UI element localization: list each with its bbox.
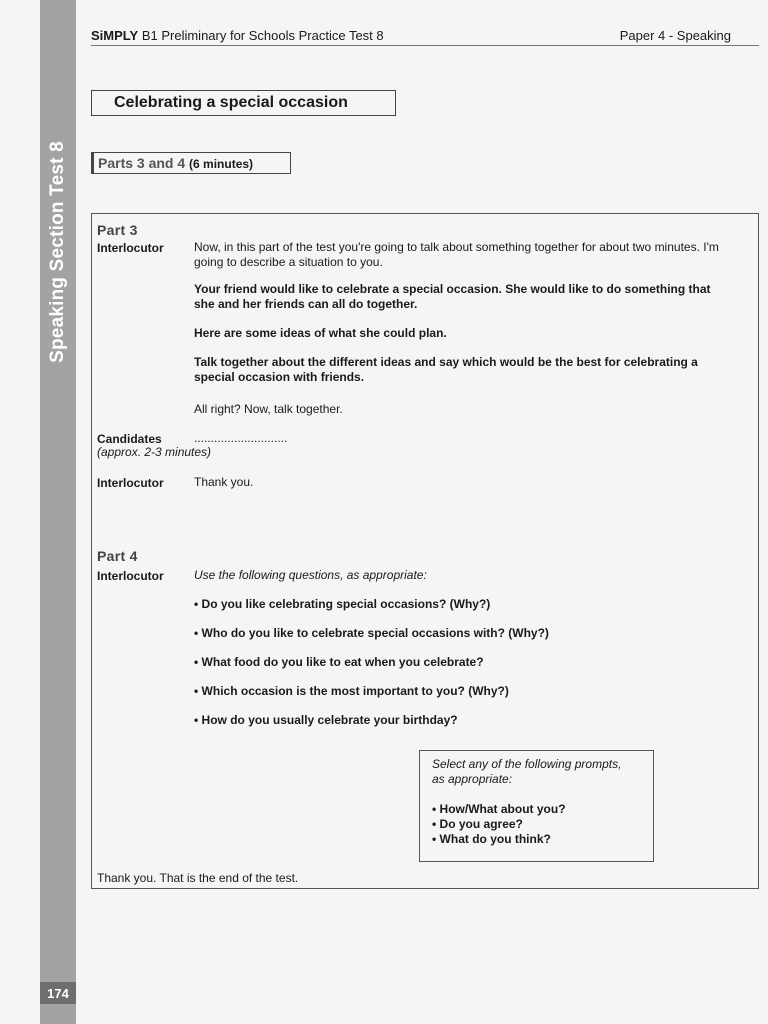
question-item: • Who do you like to celebrate special occasions with? (Why?) bbox=[194, 626, 549, 640]
part4-interlocutor-label: Interlocutor bbox=[97, 569, 164, 583]
part4-intro: Use the following questions, as appropriate: bbox=[194, 568, 427, 582]
prompt-item: • How/What about you? bbox=[432, 802, 566, 816]
running-header bbox=[91, 28, 731, 44]
part3-interlocutor-label-2: Interlocutor bbox=[97, 476, 164, 490]
prompts-intro-2: as appropriate: bbox=[432, 772, 513, 786]
prompt-item: • What do you think? bbox=[432, 832, 551, 846]
question-item: • What food do you like to eat when you celebrate? bbox=[194, 655, 484, 669]
candidates-dots: ............................ bbox=[194, 431, 288, 445]
part3-situation: Your friend would like to celebrate a special occasion. She would like to do something that she and her friends can all do together. bbox=[194, 282, 711, 311]
part3-interlocutor-label: Interlocutor bbox=[97, 241, 164, 255]
question-item: • Which occasion is the most important to you? (Why?) bbox=[194, 684, 509, 698]
header-divider bbox=[91, 45, 759, 46]
page-number: 174 bbox=[40, 982, 76, 1004]
candidates-label: Candidates bbox=[97, 432, 162, 446]
header-left bbox=[91, 28, 384, 43]
task-title: Celebrating a special occasion bbox=[91, 90, 396, 116]
part3-ideas: Here are some ideas of what she could plan. bbox=[194, 326, 447, 340]
part4-heading: Part 4 bbox=[97, 548, 138, 564]
part3-intro: Now, in this part of the test you're going to talk about something together for about two minutes. I'm going to describe a situation to you. bbox=[194, 240, 719, 269]
prompts-box bbox=[419, 750, 654, 862]
script-box bbox=[91, 213, 759, 889]
part3-thanks: Thank you. bbox=[194, 475, 254, 489]
prompts-intro: Select any of the following prompts, bbox=[432, 757, 622, 771]
header-section: Paper 4 - Speaking bbox=[619, 28, 731, 43]
question-item: • Do you like celebrating special occasions? (Why?) bbox=[194, 597, 491, 611]
parts-label: Parts 3 and 4 bbox=[98, 155, 186, 171]
end-of-test: Thank you. That is the end of the test. bbox=[97, 871, 299, 885]
brand-logo: SiMPLY bbox=[91, 28, 139, 43]
prompt-item: • Do you agree? bbox=[432, 817, 523, 831]
part3-instruction: Talk together about the different ideas and say which would be the best for celebrating a special occasion with friends. bbox=[194, 355, 698, 384]
candidates-time: (approx. 2-3 minutes) bbox=[97, 445, 212, 459]
header-book-title: B1 Preliminary for Schools Practice Test 8 bbox=[141, 28, 384, 43]
parts-label-box bbox=[91, 152, 291, 174]
side-section-title: Speaking Section Test 8 bbox=[47, 141, 68, 363]
part3-heading: Part 3 bbox=[97, 222, 138, 238]
parts-time: (6 minutes) bbox=[189, 157, 254, 171]
part3-start: All right? Now, talk together. bbox=[194, 402, 343, 416]
question-item: • How do you usually celebrate your birthday? bbox=[194, 713, 458, 727]
